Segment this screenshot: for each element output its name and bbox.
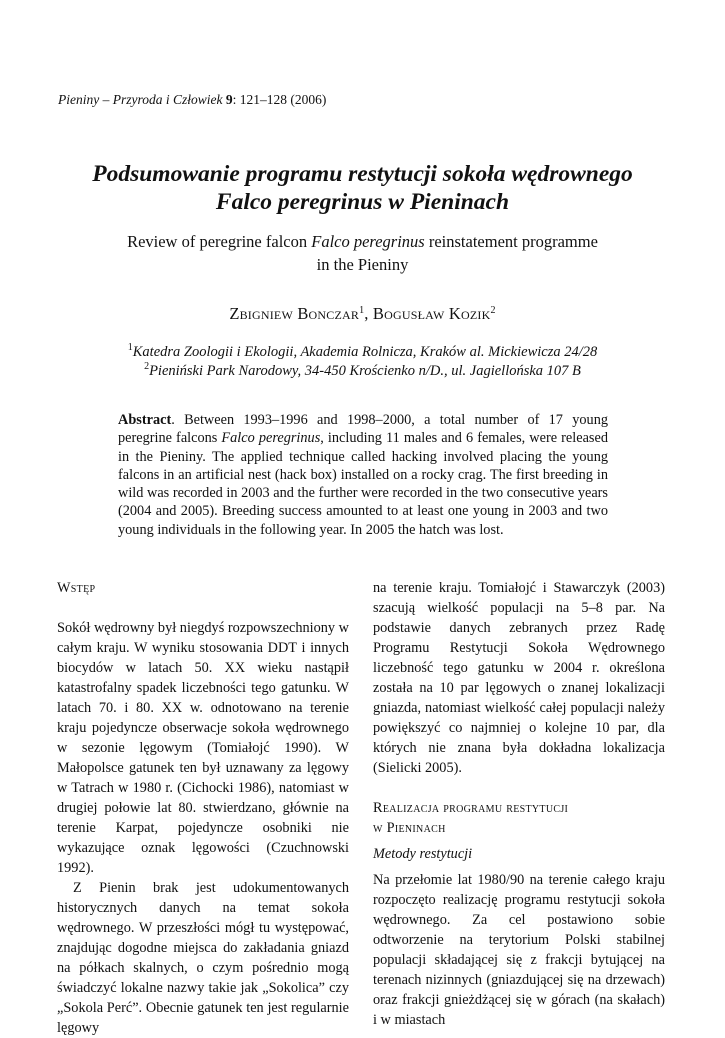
section-heading-line-1: Realizacja programu restytucji [373,800,569,816]
affiliation-1 [40,343,685,362]
abstract-species: Falco peregrinus [221,430,321,447]
section-heading-realization [373,798,665,838]
authors [40,304,685,324]
journal-name: Pieniny – Przyroda i Człowiek [58,92,223,107]
subsection-heading-methods: Metody restytucji [373,846,473,862]
author-separator: , [364,304,373,323]
section-heading-intro: Wstęp [57,580,96,596]
left-column [57,578,349,1038]
subtitle-post: reinstatement programme [424,232,598,251]
journal-pages: : 121–128 (2006) [232,92,327,107]
journal-citation [58,92,326,108]
author-2: Bogusław Kozik [372,304,491,323]
affiliation-1-text: Katedra Zoologii i Ekologii, Akademia Rolnicza, Kraków al. Mickiewicza 24/28 [132,344,598,360]
right-column [373,578,665,1030]
journal-volume: 9 [225,92,233,107]
title-line-1: Podsumowanie programu restytucji sokoła wędrownego [92,161,633,187]
affiliations [40,343,685,381]
abstract [118,411,608,539]
intro-paragraph-1: Sokół wędrowny był niegdyś rozpowszechniony w całym kraju. W wyniku stosowania DDT i innych biocydów w latach 50. XX wieku nastąpił katastrofalny spadek liczebności tego gatunku. W latach 70. i 80. XX w. odnotowano na terenie kraju pojedyncze obserwacje sokoła wędrownego w sezonie lęgowym (Tomiałojć 1990). W Małopolsce gatunek ten był uznawany za lęgowy w Tatrach w 1980 r. (Cichocki 1986), natomiast w drugiej połowie lat 80. stwierdzano, głównie na terenie Karpat, pojedyncze osobniki nie wykazujące oznak lęgowości (Czuchnowski 1992). [57,620,349,876]
english-subtitle [80,230,645,276]
author-2-sup: 2 [490,305,496,316]
subtitle-pre: Review of peregrine falcon [127,232,312,251]
affiliation-2-sup: 2 [144,361,150,372]
subtitle-line-2: in the Pieniny [316,255,409,274]
affiliation-2-text: Pieniński Park Narodowy, 34-450 Krościenko n/D., ul. Jagiellońska 107 B [149,363,581,379]
abstract-label: Abstract [118,412,172,428]
author-1: Zbigniew Bonczar [229,304,360,323]
methods-paragraph-1: Na przełomie lat 1980/90 na terenie całego kraju rozpoczęto realizację programu restytucji sokoła wędrownego. Za cel postawiono sobie odtworzenie na terytorium Polski stabilnej populacji składającej się z frakcji bytującej na terenach nizinnych (gniazdującej się na drzewach) oraz frakcji gnieżdżącej się w górach (na skałach) i w miastach [373,872,665,1028]
intro-paragraph-2: Z Pienin brak jest udokumentowanych historycznych danych na temat sokoła wędrownego. W przeszłości mógł tu występować, znajdując dogodne miejsca do zakładania gniazd na półkach skalnych, o czym pośrednio mogą świadczyć lokalne nazwy takie jak „Sokolica” czy „Sokola Perć”. Obecnie gatunek ten jest regularnie lęgowy [57,880,349,1036]
affiliation-2 [40,362,685,381]
affiliation-1-sup: 1 [127,342,133,353]
section-heading-line-2: w Pieninach [373,820,446,836]
article-title [40,160,685,216]
abstract-text-a: . Between 1993–1996 and 1998–2000, a total number of 17 young peregrine falcons [118,412,608,447]
subtitle-species: Falco peregrinus [311,232,425,251]
intro-paragraph-continued: na terenie kraju. Tomiałojć i Stawarczyk (2003) szacują wielkość populacji na 5–8 par. Na podstawie danych zebranych przez Radę Programu Restytucji Sokoła Wędrownego liczebność tego gatunku w 2004 r. określona została na 10 par lęgowych o znanej lokalizacji gniazda, natomiast wielkość całej populacji należy powiększyć co najmniej o kolejne 10 par, dla których nie znana była dokładna lokalizacja (Sielicki 2005). [373,580,665,776]
title-line-2: Falco peregrinus w Pieninach [215,189,510,215]
abstract-text-b: , including 11 males and 6 females, were released in the Pieniny. The applied technique called hacking involved placing the young falcons in an artificial nest (hack box) installed on a rocky crag. The first breeding in wild was recorded in 2003 and the further were recorded in the two consecutive years (2004 and 2005). Breeding success amounted to at least one young in 2003 and two young individuals in the following year. In 2005 the hatch was lost. [118,430,608,538]
author-1-sup: 1 [359,305,365,316]
